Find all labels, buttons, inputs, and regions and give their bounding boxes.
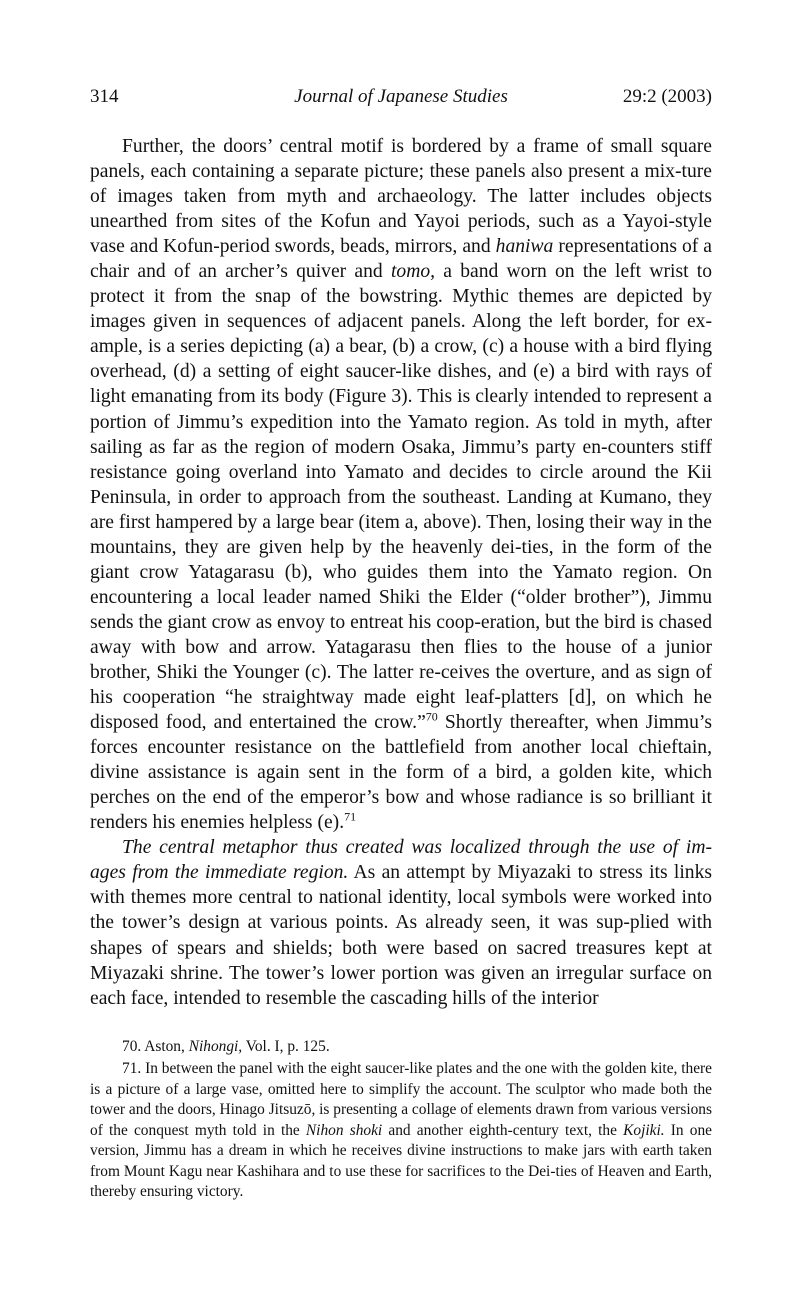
footnote-70 bbox=[90, 1037, 712, 1058]
paragraph-2 bbox=[90, 835, 712, 1010]
footnote-70-text: Vol. I, p. 125. bbox=[242, 1037, 330, 1055]
issue-number: 29:2 (2003) bbox=[622, 86, 712, 107]
paragraph-1-text: a band worn on the left wrist to protect it from the snap of the bowstring. Mythic themes are depicted by images given in sequences of adjacent panels. Along the left border, for ex-ample, is a series depicting (a) a bear, (b) a crow, (c) a house with a bird flying overhead, (d) a setting of eight saucer-like dishes, and (e) a bird with rays of light emanating from its body (Figure 3). This is clearly intended to represent a portion of Jimmu’s expedition into the Yamato region. As told in myth, after sailing as far as the region of modern Osaka, Jimmu’s party en-counters stiff resistance going overland into Yamato and decides to circle around the Kii Peninsula, in order to approach from the southeast. Landing at Kumano, they are first hampered by a large bear (item a, above). Then, losing their way in the mountains, they are given help by the heavenly dei-ties, in the form of the giant crow Yatagarasu (b), who guides them into the Yamato region. On encountering a local leader named Shiki the Elder (“older brother”), Jimmu sends the giant crow as envoy to entreat his coop-eration, but the bird is chased away with bow and arrow. Yatagarasu then flies to the house of a junior brother, Shiki the Younger (c). The latter re-ceives the overture, and as sign of his cooperation “he straightway made eight leaf-platters [d], on which he disposed food, and entertained the crow.” bbox=[90, 261, 712, 734]
footnote-ref-71[interactable]: 71 bbox=[344, 809, 357, 824]
body-text bbox=[90, 134, 712, 1011]
paragraph-2-italic-lead: The central metaphor thus created was localized through the use of im-ages from the immediate region. bbox=[90, 837, 712, 884]
paragraph-1-text: Further, the doors’ central motif is bordered by a frame of small square panels, each containing a separate picture; these panels also present a mix-ture of images taken from myth and archaeology. The latter includes objects unearthed from sites of the Kofun and Yayoi periods, such as a Yayoi-style vase and Kofun-period swords, beads, mirrors, and bbox=[90, 136, 712, 258]
footnote-ref-70[interactable]: 70 bbox=[425, 709, 438, 724]
running-header bbox=[90, 82, 712, 112]
paragraph-1-text: Shortly thereafter, when Jimmu’s forces encounter resistance on the battlefield from another local chieftain, divine assistance is again sent in the form of a bird, a golden kite, which perches on the end of the emperor’s bow and whose radiance is so brilliant it renders his enemies helpless (e). bbox=[90, 712, 713, 834]
term-tomo: tomo, bbox=[390, 261, 436, 283]
journal-page bbox=[90, 82, 712, 1203]
footnote-71-italic: Kojiki. bbox=[623, 1121, 665, 1139]
term-haniwa: haniwa bbox=[495, 236, 554, 258]
paragraph-1-text: representations of a chair and of an archer’s quiver and bbox=[90, 236, 713, 283]
paragraph-2-text: As an attempt by Miyazaki to stress its links with themes more central to national identity, local symbols were worked into the tower’s design at various points. As already seen, it was sup-plied with shapes of spears and shields; both were based on sacred treasures kept at Miyazaki shrine. The tower’s lower portion was given an irregular surface on each face, intended to resemble the cascading hills of the interior bbox=[90, 862, 712, 1009]
journal-title: Journal of Japanese Studies bbox=[294, 86, 508, 107]
footnote-70-text: 70. Aston, bbox=[122, 1037, 189, 1055]
page-number: 314 bbox=[90, 86, 119, 107]
footnotes bbox=[90, 1037, 712, 1203]
footnote-71-italic: Nihon shoki bbox=[305, 1121, 383, 1139]
footnote-71 bbox=[90, 1059, 712, 1203]
footnote-71-text: and another eighth-century text, the bbox=[382, 1121, 624, 1139]
footnote-71-text: In one version, Jimmu has a dream in which he receives divine instructions to make jars with earth taken from Mount Kagu near Kashihara and to use these for sacrifices to the Dei-ties of Heaven and Earth, thereby ensuring victory. bbox=[90, 1121, 712, 1201]
paragraph-1 bbox=[90, 134, 712, 835]
footnote-70-italic: Nihongi, bbox=[188, 1037, 243, 1055]
footnote-71-text: 71. In between the panel with the eight saucer-like plates and the one with the golden kite, there is a picture of a large vase, omitted here to simplify the account. The sculptor who made both the tower and the doors, Hinago Jitsuzō, is presenting a collage of elements drawn from various versions of the conquest myth told in the bbox=[90, 1060, 712, 1139]
